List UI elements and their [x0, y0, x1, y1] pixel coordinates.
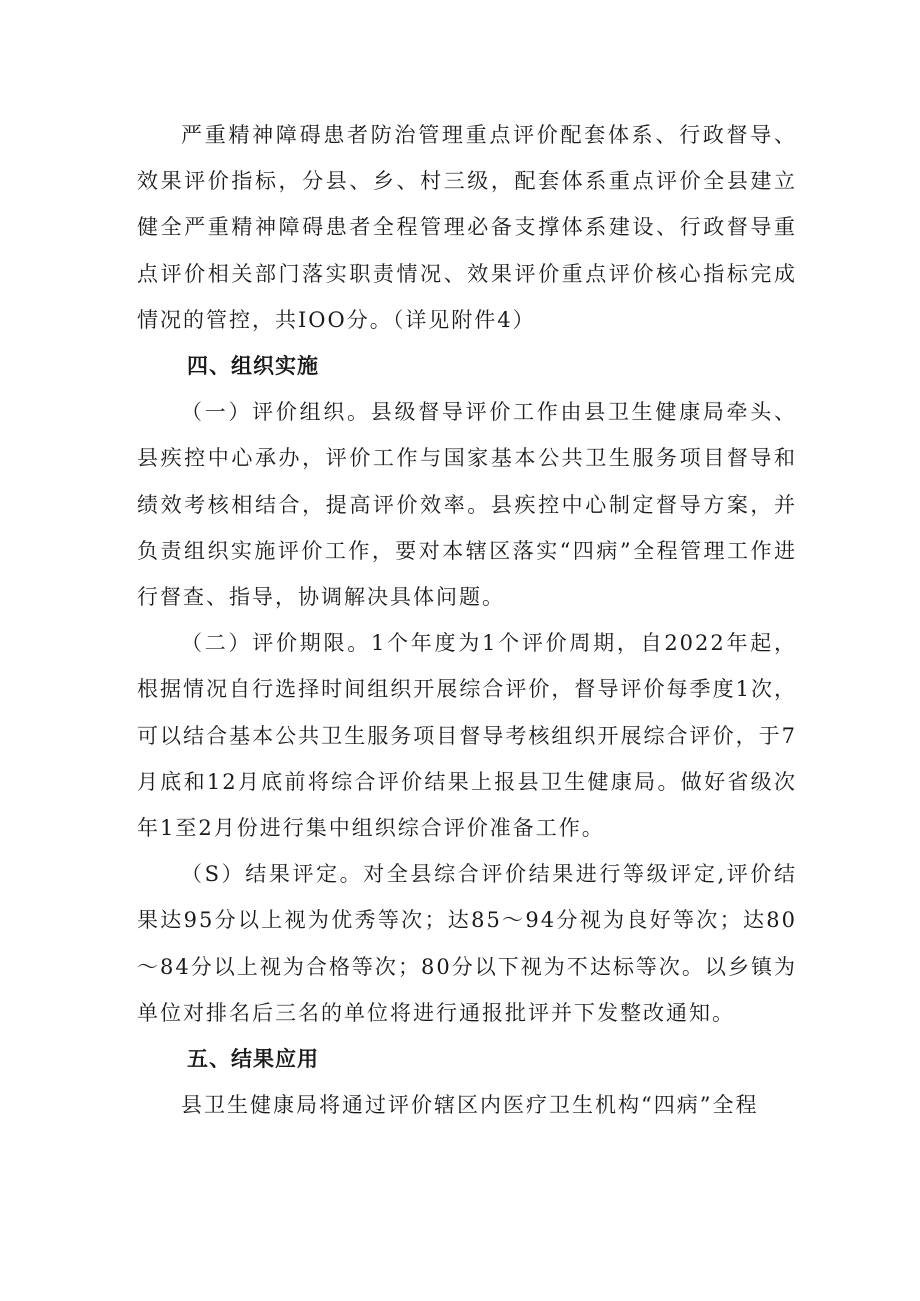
- paragraph-result-application: 县卫生健康局将通过评价辖区内医疗卫生机构“四病”全程: [181, 1093, 759, 1118]
- paragraph-evaluation-indicators: 严重精神障碍患者防治管理重点评价配套体系、行政督导、效果评价指标，分县、乡、村三级，配套体系重点评价全县建立健全严重精神障碍患者全程管理必备支撑体系建设、行政督导重点评价相关部门落实职责情况、效果评价重点评价核心指标完成情况的管控，共IOO分。（详见附件4）: [137, 123, 797, 332]
- paragraph-evaluation-organization: （一）评价组织。县级督导评价工作由县卫生健康局牵头、县疾控中心承办，评价工作与国家基本公共卫生服务项目督导和绩效考核相结合，提高评价效率。县疾控中心制定督导方案，并负责组织实施评价工作，要对本辖区落实“四病”全程管理工作进行督查、指导，协调解决具体问题。: [137, 400, 797, 610]
- document-body: [137, 112, 797, 1128]
- section-heading-organization: 四、组织实施: [187, 354, 319, 379]
- paragraph-evaluation-period: （二）评价期限。1个年度为1个评价周期，自2022年起，根据情况自行选择时间组织开展综合评价，督导评价每季度1次，可以结合基本公共卫生服务项目督导考核组织开展综合评价，于7月底和12月底前将综合评价结果上报县卫生健康局。做好省级次年1至2月份进行集中组织综合评价准备工作。: [137, 631, 797, 841]
- section-heading-result-application: 五、结果应用: [187, 1047, 319, 1072]
- paragraph-result-rating: （S）结果评定。对全县综合评价结果进行等级评定,评价结果达95分以上视为优秀等次；达85～94分视为良好等次；达80～84分以上视为合格等次；80分以下视为不达标等次。以乡镇为单位对排名后三名的单位将进行通报批评并下发整改通知。: [137, 862, 797, 1025]
